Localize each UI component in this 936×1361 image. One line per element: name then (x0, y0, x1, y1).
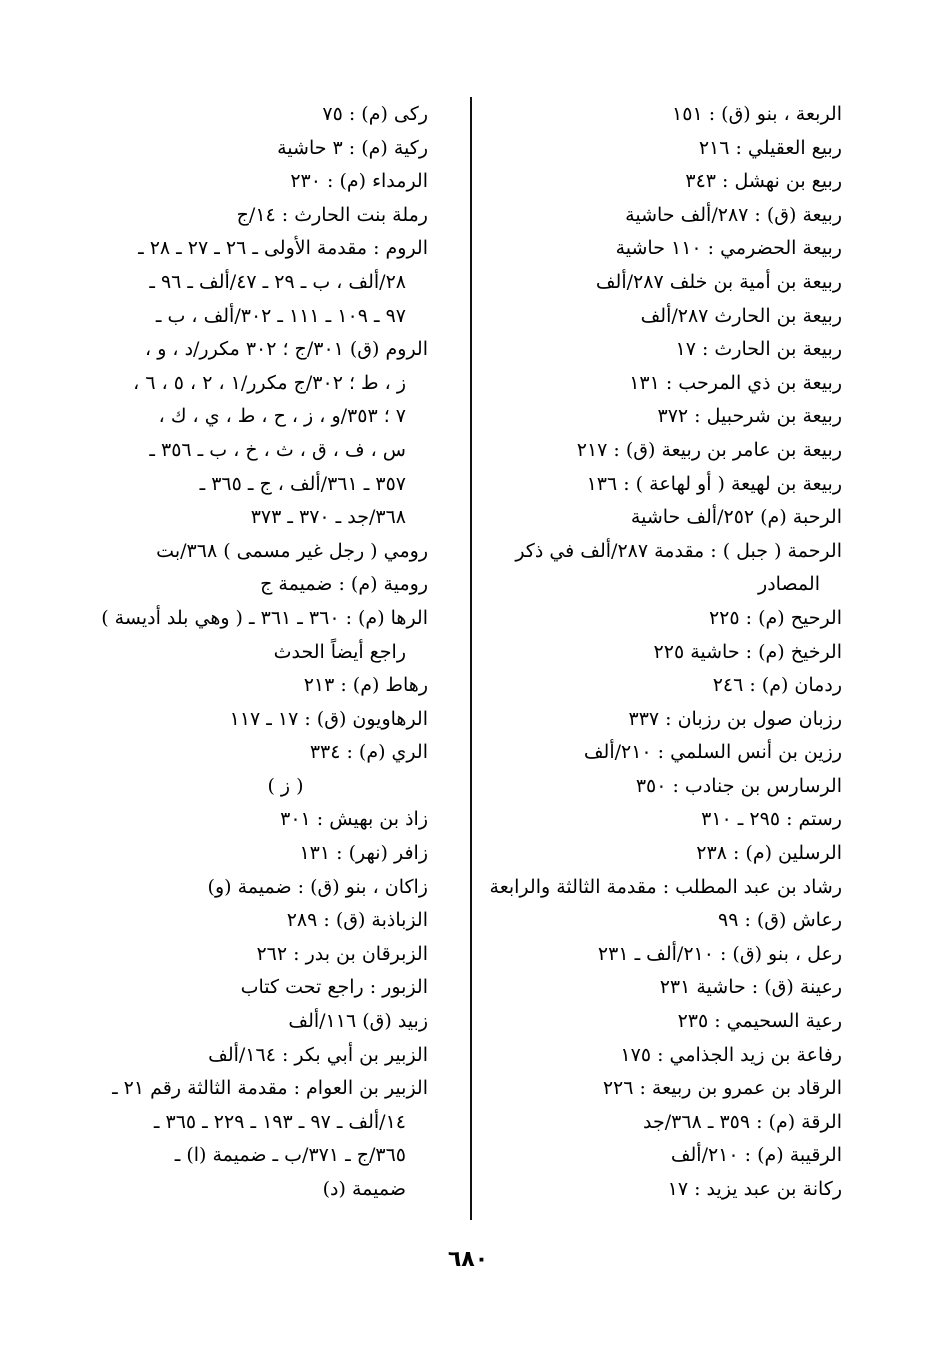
index-entry: الرمداء (م) : ٢٣٠ (290, 170, 428, 193)
index-entry: رومية (م) : ضميمة ج (260, 573, 428, 596)
index-entry: ركى (م) : ٧٥ (322, 103, 428, 125)
index-entry: ربيعة (ق) : ٢٨٧/ألف حاشية (625, 203, 842, 226)
index-entry-continuation: ٢٨/ألف ، ب ـ ٢٩ ـ ٤٧/ألف ـ ٩٦ ـ (149, 270, 406, 293)
index-entry: زبيد (ق) ١١٦/ألف (288, 1010, 428, 1033)
index-entry: الرحيح (م) : ٢٢٥ (708, 606, 842, 629)
index-entry: ربيعة بن شرحبيل : ٣٧٢ (657, 405, 842, 428)
index-entry-continuation: ٣٦٨/جد ـ ٣٧٠ ـ ٣٧٣ (250, 506, 406, 529)
index-entry: الرحمة ( جبل ) : مقدمة ٢٨٧/ألف في ذكر (515, 539, 842, 562)
index-entry: ربيع العقيلي : ٢١٦ (698, 136, 842, 159)
section-heading-zay: ( ز ) (267, 774, 304, 797)
index-entry-continuation: ٣٦٥/ج ـ ٣٧١/ب ـ ضميمة (ا) ـ (174, 1144, 406, 1167)
index-entry: الرخيخ (م) : حاشية ٢٢٥ (653, 640, 842, 663)
index-entry: الرحبة (م) ٢٥٢/ألف حاشية (630, 506, 842, 529)
index-entry: الزبير بن أبي بكر : ١٦٤/ألف (208, 1043, 428, 1066)
index-entry: ربيعة بن الحارث ٢٨٧/ألف (640, 304, 842, 327)
index-entry-continuation: ز ، ط ؛ ٣٠٢/ج مكرر/١ ، ٢ ، ٥ ، ٦ ، (133, 371, 406, 394)
index-entry: رهاط (م) : ٢١٣ (303, 674, 428, 697)
index-entry: ربيعة بن الحارث : ١٧ (675, 338, 842, 361)
index-entry: ركية (م) : ٣ حاشية (277, 136, 428, 159)
index-entry: الرقة (م) : ٣٥٩ ـ ٣٦٨/جد (643, 1110, 842, 1133)
index-entry: ربيعة بن لهيعة ( أو لهاعة ) : ١٣٦ (586, 472, 842, 495)
index-entry: الرهاويون (ق) : ١٧ ـ ١١٧ (229, 707, 428, 730)
index-entry: الربعة ، بنو (ق) : ١٥١ (672, 103, 842, 125)
index-entry-continuation: س ، ف ، ق ، ث ، خ ، ب ـ ٣٥٦ ـ (149, 438, 406, 461)
index-entry: رومي ( رجل غير مسمى ) ٣٦٨/بت (156, 539, 428, 562)
index-entry: رشاد بن عبد المطلب : مقدمة الثالثة والرابعة (489, 875, 842, 898)
index-entry: زاذ بن بهيش : ٣٠١ (280, 808, 428, 831)
index-entry: ربيعة بن عامر بن ربيعة (ق) : ٢١٧ (576, 438, 842, 461)
index-entry: ركانة بن عبد يزيد : ١٧ (667, 1178, 842, 1200)
page-number: ٦٨٠ (447, 1247, 489, 1272)
index-entry: الزبور : راجع تحت كتاب (240, 976, 428, 999)
index-entry-continuation: ٧ ؛ ٣٥٣/و ، ز ، ح ، ط ، ي ، ك ، (158, 405, 406, 428)
index-entry: الري (م) : ٣٣٤ (309, 741, 428, 764)
index-entry: الرسارس بن جنادب : ٣٥٠ (635, 774, 842, 797)
index-entry: رعينة (ق) : حاشية ٢٣١ (659, 976, 842, 999)
index-entry: رعل ، بنو (ق) : ٢١٠/ألف ـ ٢٣١ (597, 942, 842, 965)
index-entry: ردمان (م) : ٢٤٦ (712, 674, 842, 697)
index-entry: زاكان ، بنو (ق) : ضميمة (و) (207, 875, 428, 898)
index-entry-continuation: ٩٧ ـ ١٠٩ ـ ١١١ ـ ٣٠٢/ألف ، ب ـ (155, 304, 406, 327)
index-entry: رستم : ٢٩٥ ـ ٣١٠ (701, 808, 842, 831)
index-entry: ربيعة بن أمية بن خلف ٢٨٧/ألف (595, 270, 842, 293)
index-entry: الرقاد بن عمرو بن ربيعة : ٢٢٦ (602, 1077, 842, 1100)
index-entry: الرها (م) : ٣٦٠ ـ ٣٦١ ـ ( وهي بلد أديسة ) (101, 606, 428, 629)
index-entry: زافر (نهر) : ١٣١ (299, 842, 428, 865)
index-entry: رعاش (ق) : ٩٩ (717, 909, 842, 932)
index-entry-continuation: ٣٥٧ ـ ٣٦١/ألف ، ج ـ ٣٦٥ ـ (199, 472, 406, 495)
index-entry: الروم (ق) ٣٠١/ج ؛ ٣٠٢ مكرر/د ، و ، (145, 338, 428, 361)
index-entry: الرقيبة (م) : ٢١٠/ألف (670, 1144, 842, 1167)
index-entry: رزبان صول بن رزبان : ٣٣٧ (628, 707, 842, 730)
column-divider (470, 97, 472, 1220)
index-column-left (83, 98, 428, 1207)
index-entry-continuation: ١٤/ألف ـ ٩٧ ـ ١٩٣ ـ ٢٢٩ ـ ٣٦٥ ـ (153, 1110, 406, 1133)
index-entry: رعية السحيمي : ٢٣٥ (677, 1010, 842, 1033)
index-entry: ربيعة بن ذي المرحب : ١٣١ (629, 371, 842, 394)
index-entry: الزبير بن العوام : مقدمة الثالثة رقم ٢١ ـ (112, 1077, 428, 1100)
index-entry: الروم : مقدمة الأولى ـ ٢٦ ـ ٢٧ ـ ٢٨ ـ (138, 237, 428, 260)
index-entry: الزبرقان بن بدر : ٢٦٢ (256, 942, 428, 965)
index-entry: الرسلين (م) : ٢٣٨ (696, 842, 842, 865)
index-entry-continuation: المصادر (758, 573, 820, 596)
index-entry: ربيع بن نهشل : ٣٤٣ (685, 170, 842, 193)
index-entry: رفاعة بن زيد الجذامي : ١٧٥ (620, 1043, 842, 1066)
index-column-right (489, 98, 842, 1207)
index-entry: رزين بن أنس السلمي : ٢١٠/ألف (583, 741, 842, 764)
index-entry-continuation: ضميمة (د) (322, 1178, 406, 1200)
index-entry: رملة بنت الحارث : ١٤/ج (236, 203, 428, 226)
index-entry: الزباذبة (ق) : ٢٨٩ (286, 909, 428, 932)
index-entry: ربيعة الحضرمي : ١١٠ حاشية (615, 237, 842, 260)
index-entry-continuation: راجع أيضاً الحدث (273, 640, 406, 663)
